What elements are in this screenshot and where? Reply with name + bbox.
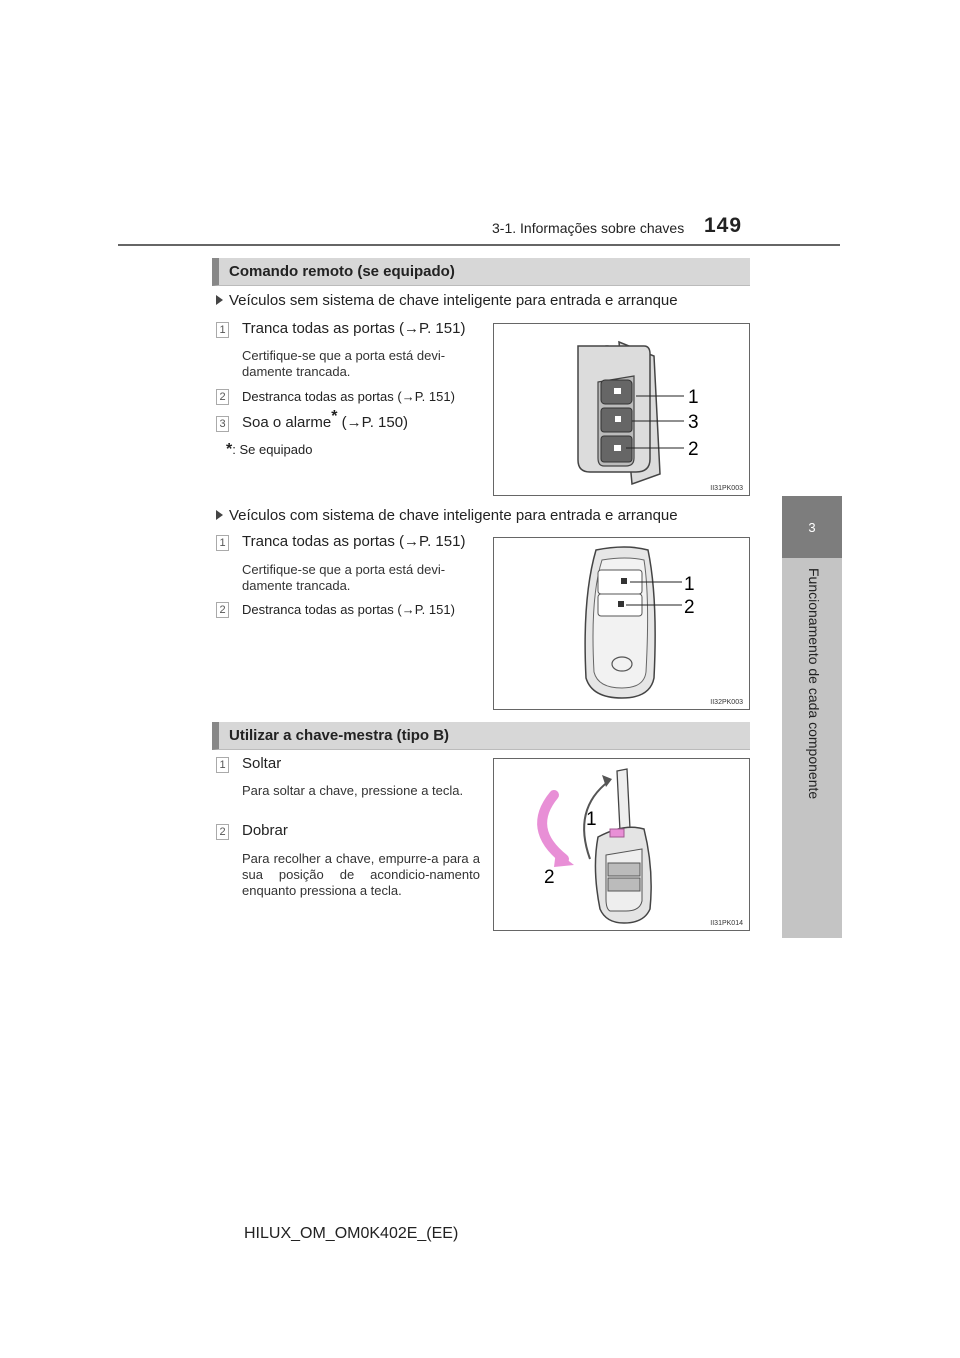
item-number: 1 bbox=[216, 757, 229, 773]
callout-3: 3 bbox=[688, 412, 699, 433]
callout-1: 1 bbox=[684, 574, 695, 595]
item-number: 3 bbox=[216, 416, 229, 432]
item-lock-all: Tranca todas as portas (→P. 151) bbox=[242, 320, 466, 337]
item-unlock-all: Destranca todas as portas (→P. 151) bbox=[242, 389, 455, 404]
figure-fold-key bbox=[493, 758, 750, 931]
triangle-bullet-icon bbox=[216, 295, 223, 305]
item-note: Certifique-se que a porta está devi-damente trancada. bbox=[242, 348, 446, 379]
item-number: 2 bbox=[216, 602, 229, 618]
running-header-section: 3-1. Informações sobre chaves bbox=[492, 220, 685, 236]
item-note: Para soltar a chave, pressione a tecla. bbox=[242, 783, 464, 798]
callout-2: 2 bbox=[688, 439, 699, 460]
figure-code: II31PK003 bbox=[710, 485, 743, 492]
remote-key-illustration bbox=[494, 324, 749, 495]
item-number: 1 bbox=[216, 322, 229, 338]
item-fold: Dobrar bbox=[242, 822, 288, 839]
item-lock-all: Tranca todas as portas (→P. 151) bbox=[242, 533, 466, 550]
item-note: Para recolher a chave, empurre-a para a sua posição de acondicio-namento enquanto pressiona a tecla. bbox=[242, 851, 480, 898]
callout-1: 1 bbox=[688, 387, 699, 408]
callout-2: 2 bbox=[684, 597, 695, 618]
subheading-smart-key: Veículos com sistema de chave inteligente para entrada e arranque bbox=[216, 507, 678, 524]
fold-key-illustration bbox=[494, 759, 749, 930]
figure-smart-key bbox=[493, 537, 750, 710]
figure-remote-key bbox=[493, 323, 750, 496]
section-heading-master-key: Utilizar a chave-mestra (tipo B) bbox=[212, 722, 750, 750]
subheading-no-smart-key: Veículos sem sistema de chave inteligente para entrada e arranque bbox=[216, 292, 678, 309]
callout-2: 2 bbox=[544, 867, 555, 888]
chapter-tab-title: Funcionamento de cada componente bbox=[806, 568, 822, 800]
item-number: 2 bbox=[216, 824, 229, 840]
item-alarm: Soa o alarme* (→P. 150) bbox=[242, 408, 409, 431]
footnote: *: Se equipado bbox=[226, 441, 313, 458]
document-code-footer: HILUX_OM_OM0K402E_(EE) bbox=[244, 1225, 459, 1242]
chapter-tab-number: 3 bbox=[782, 496, 842, 558]
figure-code: II32PK003 bbox=[710, 699, 743, 706]
smart-key-illustration bbox=[494, 538, 749, 709]
page-number: 149 bbox=[704, 214, 743, 237]
header-rule bbox=[118, 244, 840, 246]
item-number: 2 bbox=[216, 389, 229, 405]
item-unlock-all: Destranca todas as portas (→P. 151) bbox=[242, 602, 455, 617]
item-number: 1 bbox=[216, 535, 229, 551]
figure-code: II31PK014 bbox=[710, 920, 743, 927]
section-heading-remote: Comando remoto (se equipado) bbox=[212, 258, 750, 286]
item-note: Certifique-se que a porta está devi-damente trancada. bbox=[242, 562, 446, 593]
item-release: Soltar bbox=[242, 755, 282, 772]
callout-1: 1 bbox=[586, 809, 597, 830]
triangle-bullet-icon bbox=[216, 510, 223, 520]
